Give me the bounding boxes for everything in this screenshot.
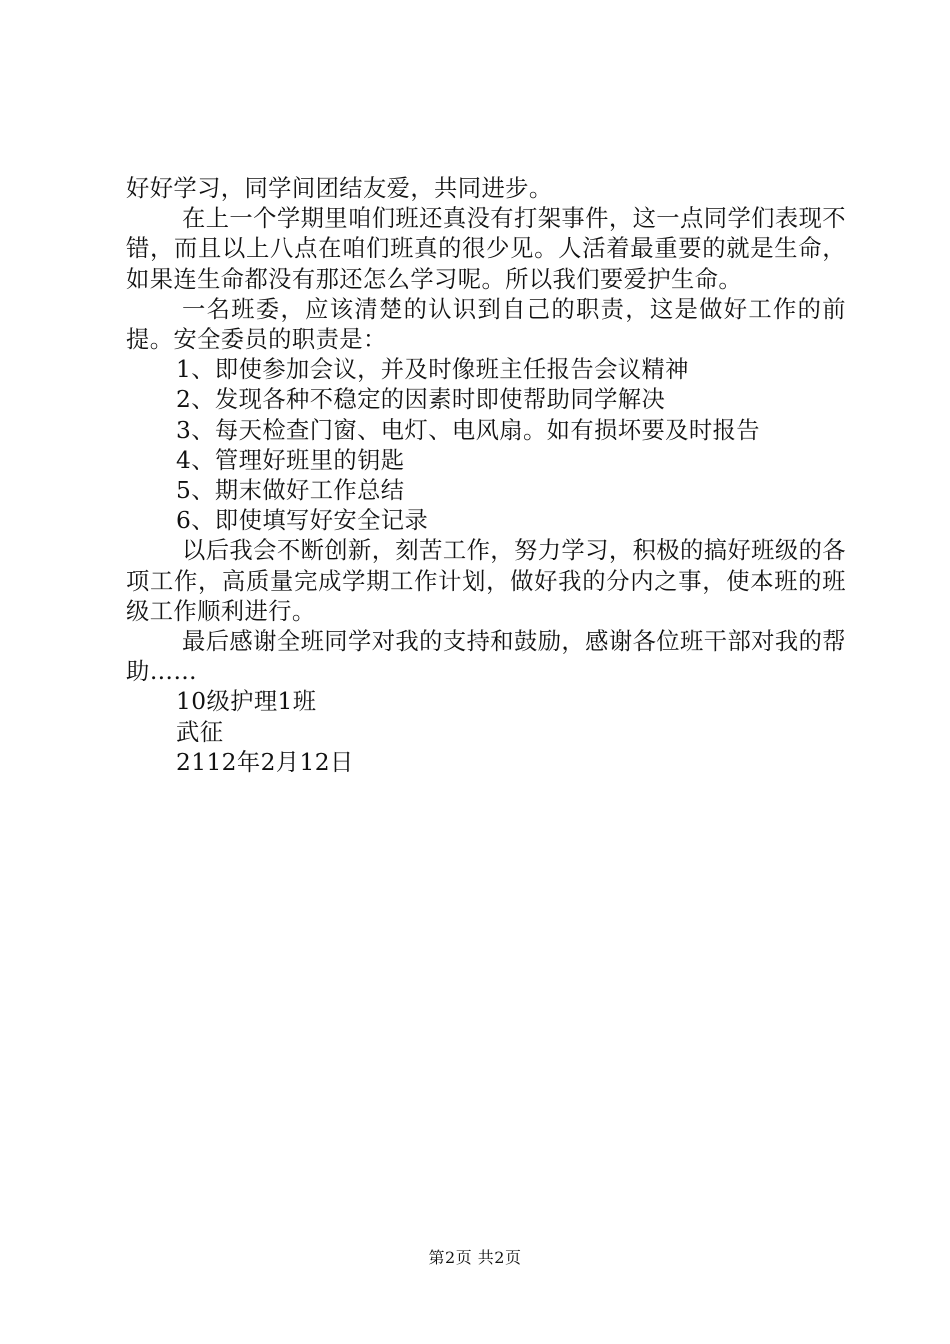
duty-item-2: 2、发现各种不稳定的因素时即使帮助同学解决 [176,386,666,414]
document-body [126,174,846,778]
page-number-label: 第2页 共2页 [428,1248,522,1267]
paragraph-thanks: 最后感谢全班同学对我的支持和鼓励，感谢各位班干部对我的帮助…… [126,628,846,686]
signature-class: 10级护理1班 [176,688,317,716]
duty-item-4: 4、管理好班里的钥匙 [176,446,405,474]
signature-date: 2112年2月12日 [176,748,354,776]
paragraph-future-plan: 以后我会不断创新，刻苦工作，努力学习，积极的搞好班级的各项工作，高质量完成学期工作计划，做好我的分内之事，使本班的班级工作顺利进行。 [126,537,846,625]
paragraph-safety-record: 在上一个学期里咱们班还真没有打架事件，这一点同学们表现不错，而且以上八点在咱们班真的很少见。人活着最重要的就是生命，如果连生命都没有那还怎么学习呢。所以我们要爱护生命。 [126,205,846,293]
paragraph-duties-intro: 一名班委，应该清楚的认识到自己的职责，这是做好工作的前提。安全委员的职责是： [126,295,846,354]
duty-item-6: 6、即使填写好安全记录 [176,507,429,535]
signature-author: 武征 [176,718,224,746]
duty-item-3: 3、每天检查门窗、电灯、电风扇。如有损坏要及时报告 [176,416,760,444]
page-footer [0,1245,950,1268]
paragraph-continuation: 好好学习，同学间团结友爱，共同进步。 [126,175,553,202]
duty-item-5: 5、期末做好工作总结 [176,477,405,505]
duty-item-1: 1、即使参加会议，并及时像班主任报告会议精神 [176,356,689,384]
